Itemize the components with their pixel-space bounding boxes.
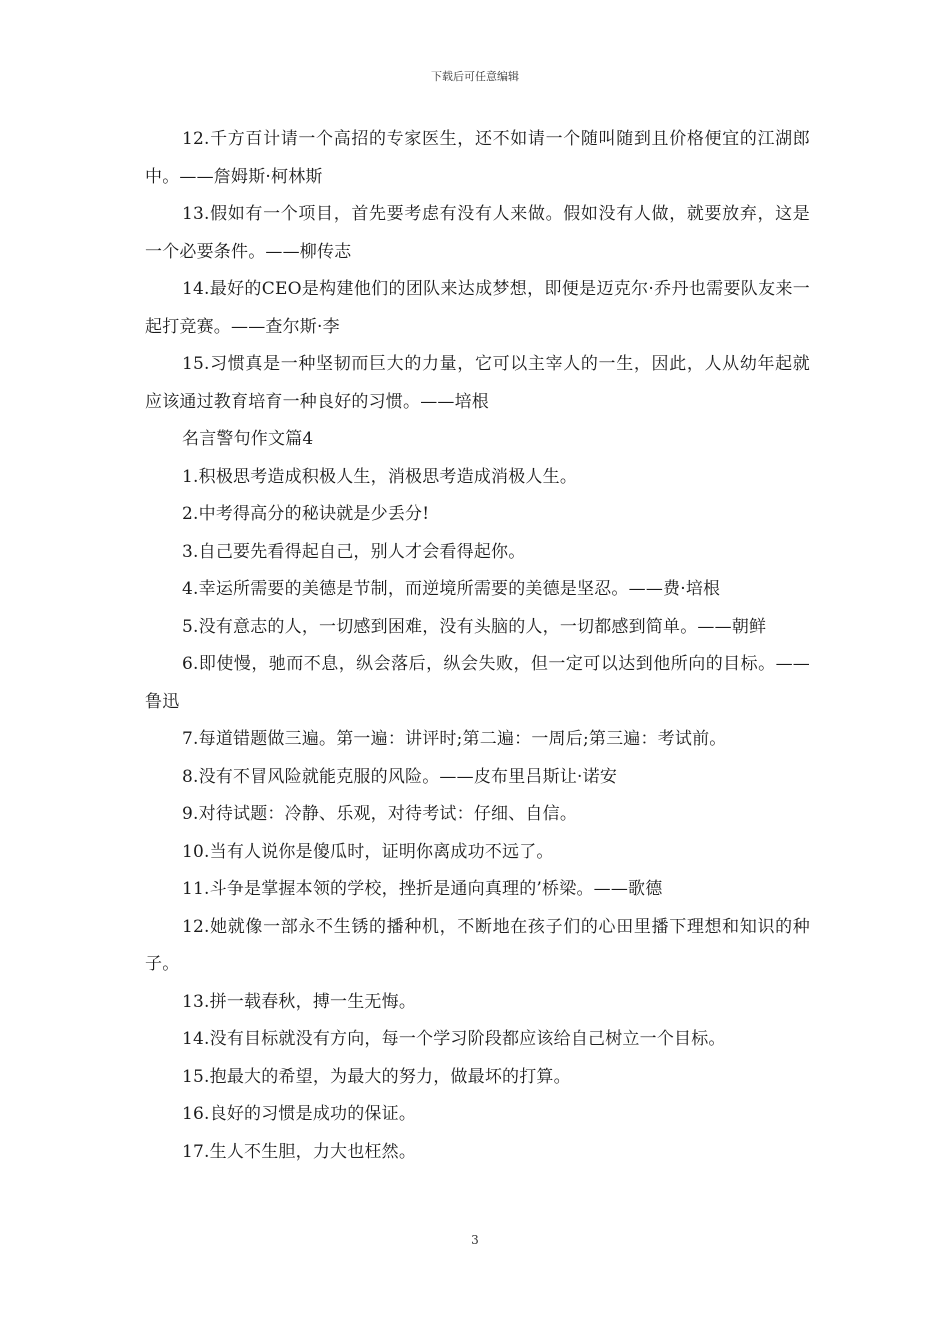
- document-body: [145, 121, 810, 1171]
- paragraph: 8.没有不冒风险就能克服的风险。——皮布里吕斯让·诺安: [182, 766, 618, 787]
- paragraph: 13.假如有一个项目，首先要考虑有没有人来做。假如没有人做，就要放弃，这是一个必要条件。——柳传志: [145, 204, 810, 262]
- paragraph: 2.中考得高分的秘诀就是少丢分!: [182, 504, 430, 524]
- paragraph: 16.良好的习惯是成功的保证。: [182, 1104, 417, 1124]
- paragraph: 17.生人不生胆，力大也枉然。: [182, 1141, 417, 1162]
- paragraph: 11.斗争是掌握本领的学校，挫折是通向真理的’桥梁。——歌德: [182, 879, 663, 899]
- paragraph: 10.当有人说你是傻瓜时，证明你离成功不远了。: [182, 841, 554, 862]
- paragraph: 13.拼一载春秋，搏一生无悔。: [182, 991, 417, 1012]
- paragraph: 15.抱最大的希望，为最大的努力，做最坏的打算。: [182, 1066, 571, 1087]
- paragraph: 1.积极思考造成积极人生，消极思考造成消极人生。: [182, 466, 578, 487]
- paragraph: 15.习惯真是一种坚韧而巨大的力量，它可以主宰人的一生，因此，人从幼年起就应该通过教育培育一种良好的习惯。——培根: [145, 354, 810, 412]
- paragraph: 12.她就像一部永不生锈的播种机，不断地在孩子们的心田里播下理想和知识的种子。: [145, 916, 810, 974]
- paragraph: 14.最好的CEO是构建他们的团队来达成梦想，即便是迈克尔·乔丹也需要队友来一起打竞赛。——查尔斯·李: [145, 279, 810, 337]
- paragraph: 14.没有目标就没有方向，每一个学习阶段都应该给自己树立一个目标。: [182, 1029, 726, 1049]
- page-number: 3: [471, 1233, 479, 1247]
- section-heading: 名言警句作文篇4: [182, 429, 314, 449]
- paragraph: 4.幸运所需要的美德是节制，而逆境所需要的美德是坚忍。——费·培根: [182, 579, 721, 599]
- paragraph: 6.即使慢，驰而不息，纵会落后，纵会失败，但一定可以达到他所向的目标。——鲁迅: [145, 654, 810, 712]
- paragraph: 9.对待试题：冷静、乐观，对待考试：仔细、自信。: [182, 804, 578, 824]
- page-header: 下载后可任意编辑: [431, 70, 519, 83]
- paragraph: 12.千方百计请一个高招的专家医生，还不如请一个随叫随到且价格便宜的江湖郎中。——詹姆斯·柯林斯: [145, 129, 810, 187]
- paragraph: 3.自己要先看得起自己，别人才会看得起你。: [182, 541, 526, 562]
- paragraph: 5.没有意志的人，一切感到困难，没有头脑的人，一切都感到简单。——朝鲜: [182, 616, 767, 637]
- paragraph: 7.每道错题做三遍。第一遍：讲评时;第二遍：一周后;第三遍：考试前。: [182, 729, 727, 749]
